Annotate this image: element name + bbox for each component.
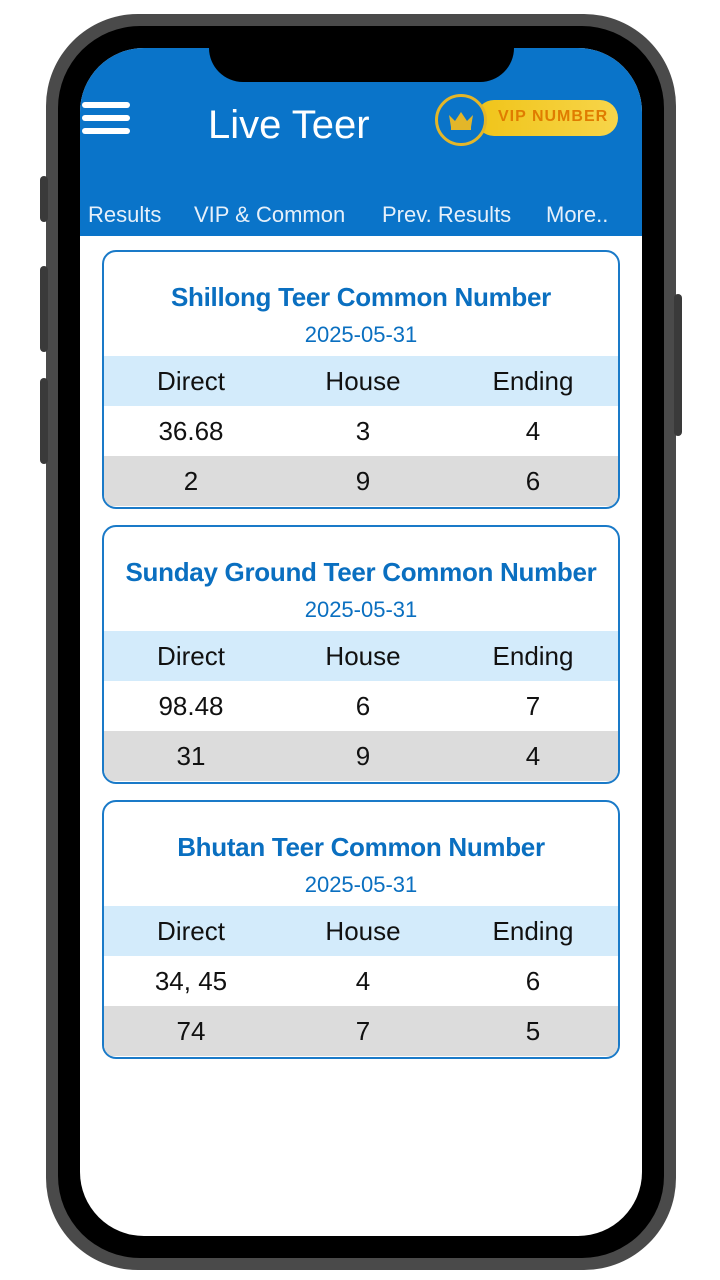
ending-value: 6 <box>525 966 541 996</box>
column-header-ending: Ending <box>492 916 574 946</box>
house-value: 9 <box>355 466 371 496</box>
card-date: 2025-05-31 <box>304 597 418 622</box>
column-header-direct: Direct <box>157 641 225 671</box>
result-card-sunday-ground <box>102 525 620 784</box>
table-row <box>104 731 618 781</box>
card-title: Shillong Teer Common Number <box>171 282 551 312</box>
direct-value: 98.48 <box>158 691 224 721</box>
house-value: 3 <box>355 416 371 446</box>
phone-power-button <box>674 294 682 436</box>
result-card-shillong <box>102 250 620 509</box>
card-date: 2025-05-31 <box>304 322 418 347</box>
direct-value: 74 <box>176 1016 206 1046</box>
nav-tabs <box>80 196 642 232</box>
result-card-bhutan <box>102 800 620 1059</box>
hamburger-menu-icon[interactable] <box>82 102 130 136</box>
crown-icon[interactable] <box>435 94 487 146</box>
table-row <box>104 406 618 456</box>
phone-mute-switch <box>40 176 48 222</box>
ending-value: 4 <box>525 741 541 771</box>
tab-more[interactable]: More.. <box>546 202 609 227</box>
direct-value: 2 <box>183 466 199 496</box>
app-screen <box>80 48 642 1236</box>
table-header-row <box>104 356 618 406</box>
table-header-row <box>104 906 618 956</box>
tab-prev-results[interactable]: Prev. Results <box>382 202 512 227</box>
ending-value: 6 <box>525 466 541 496</box>
card-title: Bhutan Teer Common Number <box>177 832 545 862</box>
table-row <box>104 456 618 506</box>
tab-results[interactable]: Results <box>88 202 162 227</box>
column-header-direct: Direct <box>157 366 225 396</box>
table-row <box>104 681 618 731</box>
vip-number-label[interactable]: VIP NUMBER <box>498 108 609 125</box>
column-header-house: House <box>325 366 401 396</box>
ending-value: 4 <box>525 416 541 446</box>
column-header-direct: Direct <box>157 916 225 946</box>
house-value: 7 <box>355 1016 371 1046</box>
card-date: 2025-05-31 <box>304 872 418 897</box>
table-row <box>104 956 618 1006</box>
house-value: 4 <box>355 966 371 996</box>
tab-vip-common[interactable]: VIP & Common <box>194 202 346 227</box>
ending-value: 7 <box>525 691 541 721</box>
app-title: Live Teer <box>208 103 370 147</box>
phone-volume-down-button <box>40 378 48 464</box>
column-header-house: House <box>325 916 401 946</box>
direct-value: 36.68 <box>158 416 224 446</box>
phone-notch <box>209 40 514 82</box>
column-header-house: House <box>325 641 401 671</box>
direct-value: 34, 45 <box>154 966 228 996</box>
house-value: 6 <box>355 691 371 721</box>
table-row <box>104 1006 618 1056</box>
table-header-row <box>104 631 618 681</box>
card-title: Sunday Ground Teer Common Number <box>125 557 597 587</box>
column-header-ending: Ending <box>492 641 574 671</box>
ending-value: 5 <box>525 1016 541 1046</box>
house-value: 9 <box>355 741 371 771</box>
direct-value: 31 <box>176 741 206 771</box>
column-header-ending: Ending <box>492 366 574 396</box>
phone-volume-up-button <box>40 266 48 352</box>
